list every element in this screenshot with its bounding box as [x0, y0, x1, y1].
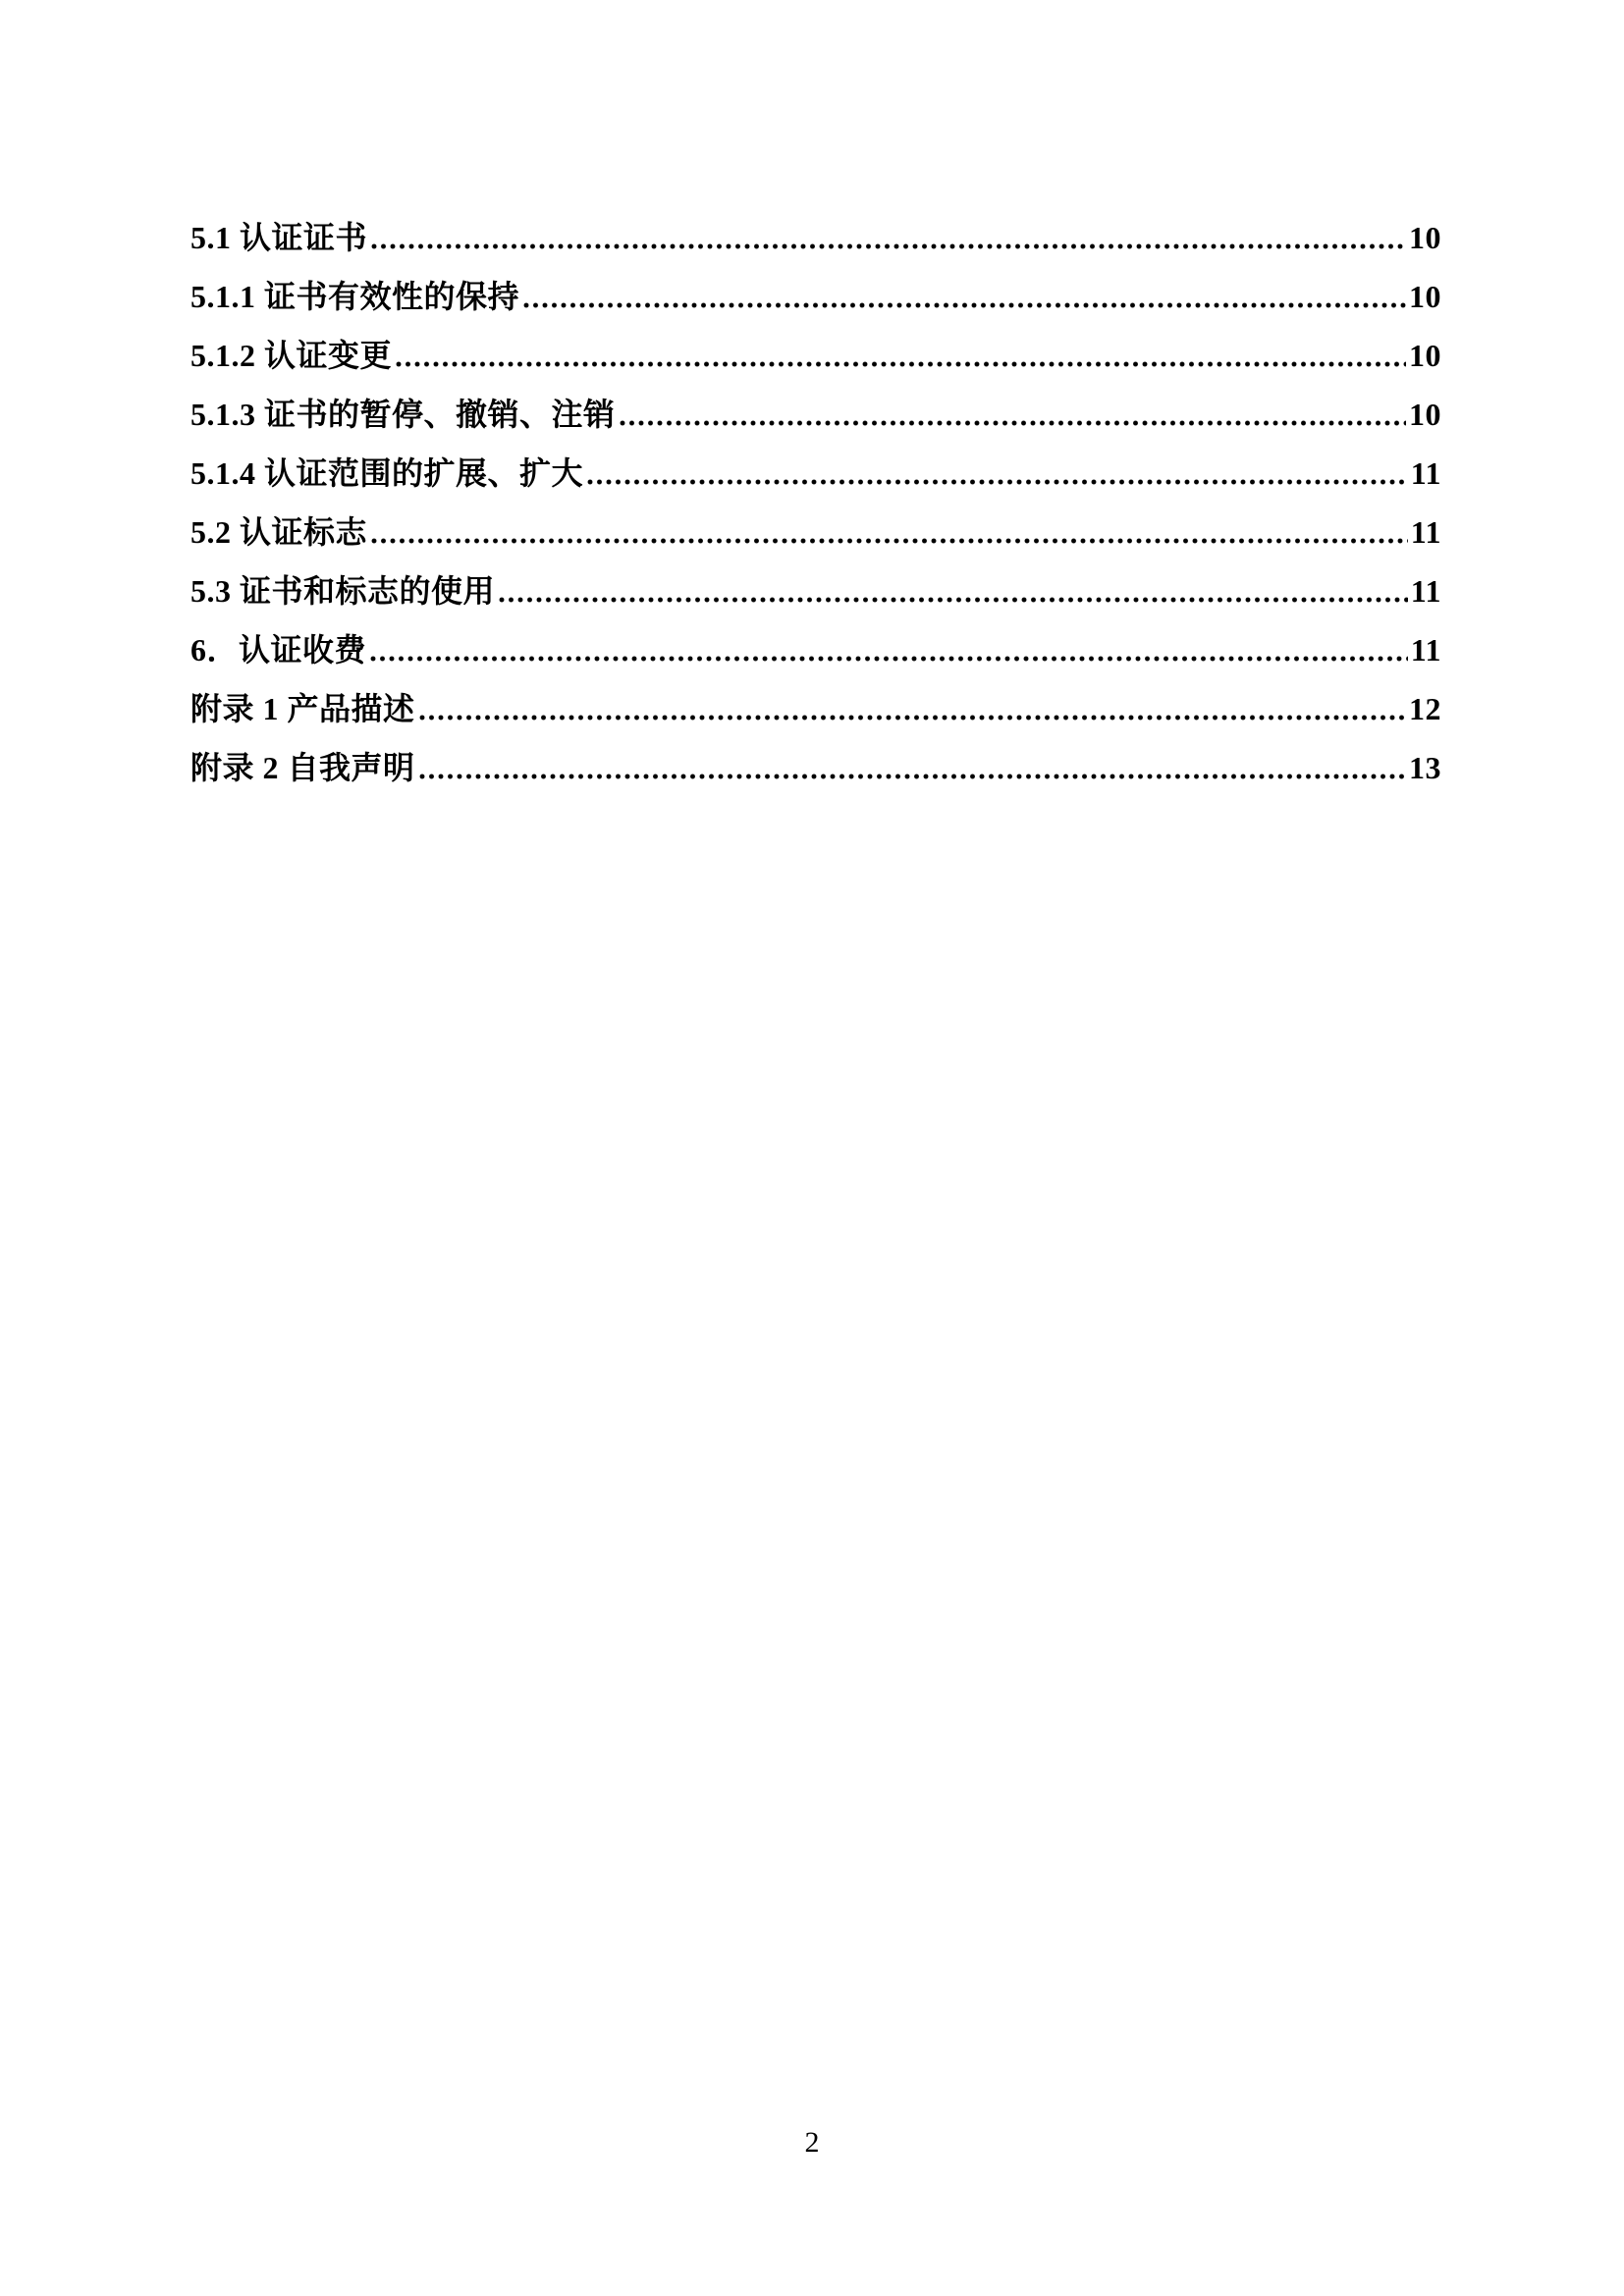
toc-entry-label: 5.2 认证标志	[190, 514, 368, 550]
toc-dot-leader	[369, 654, 1408, 664]
toc-dot-leader	[619, 418, 1406, 428]
toc-entry-page-number: 11	[1410, 455, 1441, 491]
toc-entry-label: 附录 1 产品描述	[190, 691, 415, 726]
table-of-contents	[190, 194, 1441, 783]
footer-page-number: 2	[804, 2126, 820, 2159]
toc-entry-label: 5.1 认证证书	[190, 220, 368, 255]
toc-entry-page-number: 11	[1410, 514, 1441, 550]
toc-entry	[190, 430, 1441, 489]
toc-entry-page-number: 13	[1409, 750, 1441, 785]
toc-entry-page-number: 10	[1409, 220, 1441, 255]
toc-entry-label: 6．认证收费	[190, 632, 367, 667]
toc-entry-label: 5.3 证书和标志的使用	[190, 573, 496, 609]
toc-entry-label: 5.1.2 认证变更	[190, 338, 393, 373]
toc-entry	[190, 253, 1441, 312]
toc-entry	[190, 312, 1441, 371]
toc-entry-label: 5.1.3 证书的暂停、撤销、注销	[190, 397, 616, 432]
toc-dot-leader	[395, 359, 1406, 369]
toc-entry	[190, 666, 1441, 724]
toc-entry-page-number: 10	[1409, 397, 1441, 432]
toc-entry-page-number: 10	[1409, 338, 1441, 373]
toc-dot-leader	[370, 536, 1408, 546]
toc-entry-page-number: 11	[1410, 573, 1441, 609]
toc-dot-leader	[418, 772, 1406, 781]
toc-entry	[190, 371, 1441, 430]
toc-dot-leader	[418, 713, 1406, 722]
toc-entry-label: 5.1.1 证书有效性的保持	[190, 279, 520, 314]
toc-entry	[190, 489, 1441, 548]
toc-entry-page-number: 11	[1410, 632, 1441, 667]
toc-entry-label: 附录 2 自我声明	[190, 750, 415, 785]
toc-dot-leader	[498, 595, 1408, 605]
toc-entry	[190, 724, 1441, 783]
toc-dot-leader	[586, 477, 1408, 487]
toc-entry	[190, 607, 1441, 666]
toc-dot-leader	[522, 300, 1406, 310]
toc-entry	[190, 548, 1441, 607]
toc-dot-leader	[370, 241, 1406, 251]
toc-entry-page-number: 10	[1409, 279, 1441, 314]
toc-entry-label: 5.1.4 认证范围的扩展、扩大	[190, 455, 584, 491]
toc-entry-page-number: 12	[1409, 691, 1441, 726]
toc-entry	[190, 194, 1441, 253]
